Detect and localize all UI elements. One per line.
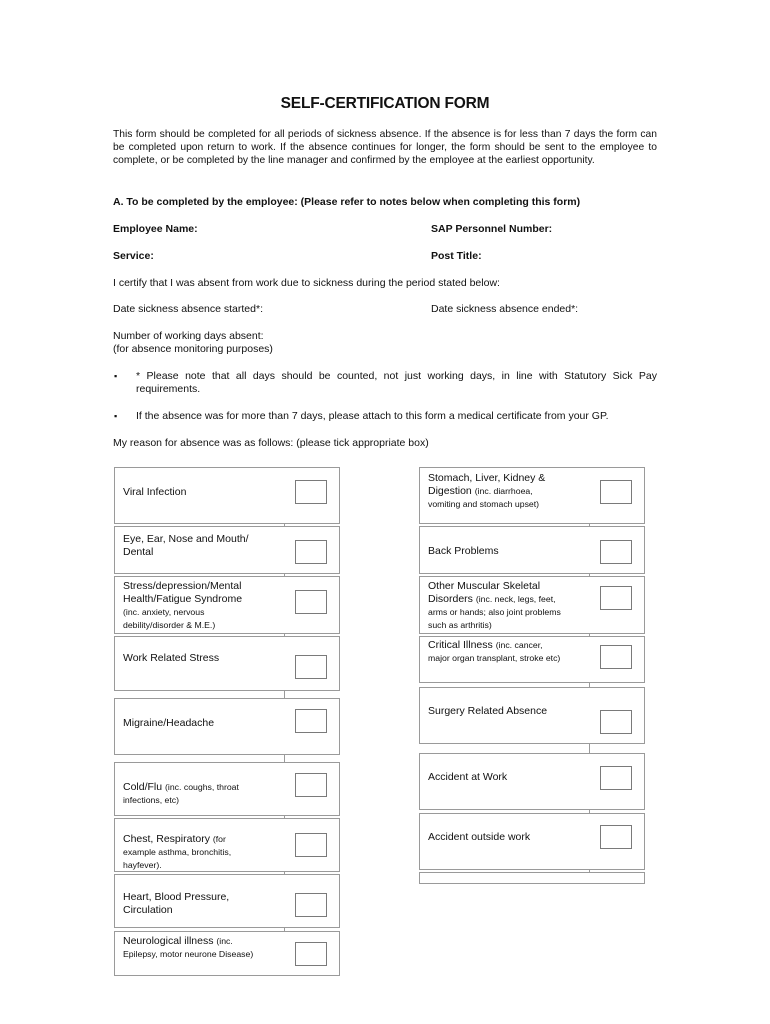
reason-main-text: Heart, Blood Pressure, Circulation: [123, 891, 230, 916]
tick-box[interactable]: [295, 709, 327, 733]
tick-box[interactable]: [295, 540, 327, 564]
reason-sub-text: (inc. Epilepsy, motor neurone Disease): [123, 936, 254, 959]
bullet-note-2: If the absence was for more than 7 days, please attach to this form a medical certificate from your GP.: [136, 410, 609, 422]
reason-option-right-7: [419, 813, 645, 870]
tick-box[interactable]: [295, 655, 327, 679]
reason-option-left-7: [114, 818, 340, 872]
reason-prompt: My reason for absence was as follows: (please tick appropriate box): [113, 437, 429, 449]
sap-number-label: SAP Personnel Number:: [431, 223, 553, 235]
reason-main-text: Accident outside work: [428, 831, 531, 843]
reason-option-left-2: [114, 526, 340, 574]
bullet-note-1: * Please note that all days should be counted, not just working days, in line with Statutory Sick Pay requirements.: [136, 370, 657, 395]
reason-main-text: Other Muscular Skeletal Disorders: [428, 580, 541, 605]
reason-sub-text: (inc. anxiety, nervous debility/disorder & M.E.): [123, 607, 216, 630]
reason-option-left-5: [114, 698, 340, 755]
reason-label: [428, 639, 566, 665]
reason-option-left-1: [114, 467, 340, 524]
reason-option-right-5: [419, 687, 645, 744]
reason-option-left-6: [114, 762, 340, 816]
box-connector: [284, 816, 285, 818]
tick-box[interactable]: [295, 590, 327, 614]
working-days-label: Number of working days absent:: [113, 330, 264, 342]
reason-main-text: Neurological illness: [123, 935, 214, 947]
reason-label: [428, 831, 566, 844]
reason-sub-text: (for example asthma, bronchitis, hayfever).: [123, 834, 232, 870]
intro-paragraph: This form should be completed for all periods of sickness absence. If the absence is for less than 7 days the form can be completed upon return to work. If the absence continues for longer, the form should be sent to the employee to complete, or be completed by the line manager and confirmed by the employee at the earliest opportunity.: [113, 129, 657, 166]
reason-label: [123, 781, 261, 807]
box-connector: [284, 755, 285, 762]
box-connector: [589, 634, 590, 636]
tick-box[interactable]: [295, 942, 327, 966]
tick-box[interactable]: [600, 710, 632, 734]
reason-option-right-3: [419, 576, 645, 634]
tick-box[interactable]: [295, 773, 327, 797]
reason-sub-text: (inc. neck, legs, feet, arms or hands; also joint problems such as arthritis): [428, 594, 561, 630]
box-connector: [284, 574, 285, 576]
reason-option-left-8: [114, 874, 340, 928]
reason-main-text: Surgery Related Absence: [428, 705, 548, 717]
reason-option-right-6: [419, 753, 645, 810]
date-started-label: Date sickness absence started*:: [113, 303, 263, 315]
right-column-footer-strip: [419, 872, 645, 884]
tick-box[interactable]: [295, 893, 327, 917]
reason-main-text: Chest, Respiratory: [123, 833, 210, 845]
tick-box[interactable]: [600, 480, 632, 504]
box-connector: [284, 634, 285, 636]
reason-main-text: Stomach, Liver, Kidney & Digestion: [428, 472, 546, 497]
reason-label: [123, 652, 261, 665]
reason-option-left-3: [114, 576, 340, 634]
post-title-label: Post Title:: [431, 250, 482, 262]
reason-main-text: Migraine/Headache: [123, 717, 215, 729]
box-connector: [589, 810, 590, 813]
reason-main-text: Eye, Ear, Nose and Mouth/ Dental: [123, 533, 249, 558]
tick-box[interactable]: [600, 766, 632, 790]
box-connector: [589, 683, 590, 687]
box-connector: [284, 691, 285, 698]
reason-label: [123, 891, 261, 917]
tick-box[interactable]: [600, 825, 632, 849]
reason-label: [123, 580, 261, 632]
bullet-marker: ▪: [114, 371, 118, 381]
box-connector: [284, 872, 285, 874]
reason-label: [428, 580, 566, 632]
box-connector: [589, 574, 590, 576]
tick-box[interactable]: [600, 586, 632, 610]
working-days-note: (for absence monitoring purposes): [113, 343, 273, 355]
reason-label: [428, 472, 566, 511]
bullet-marker: ▪: [114, 411, 118, 421]
form-title: SELF-CERTIFICATION FORM: [280, 95, 490, 112]
certify-statement: I certify that I was absent from work due to sickness during the period stated below:: [113, 277, 500, 289]
reason-main-text: Critical Illness: [428, 639, 493, 651]
reason-main-text: Cold/Flu: [123, 781, 163, 793]
reason-main-text: Back Problems: [428, 545, 499, 557]
section-a-heading: A. To be completed by the employee: (Please refer to notes below when completing this form): [113, 196, 581, 208]
date-ended-label: Date sickness absence ended*:: [431, 303, 579, 315]
employee-name-label: Employee Name:: [113, 223, 198, 235]
reason-label: [123, 833, 261, 872]
reason-option-right-4: [419, 636, 645, 683]
reason-option-left-9: [114, 931, 340, 976]
reason-label: [123, 717, 261, 730]
service-label: Service:: [113, 250, 154, 262]
tick-box[interactable]: [295, 480, 327, 504]
reason-label: [123, 486, 261, 499]
reason-sub-text: (inc. cancer, major organ transplant, stroke etc): [428, 640, 561, 663]
reason-main-text: Work Related Stress: [123, 652, 220, 664]
reason-option-left-4: [114, 636, 340, 691]
box-connector: [589, 524, 590, 526]
box-connector: [589, 744, 590, 753]
reason-label: [428, 771, 566, 784]
reason-label: [123, 533, 261, 559]
reason-option-right-2: [419, 526, 645, 574]
reason-main-text: Stress/depression/Mental Health/Fatigue Syndrome: [123, 580, 243, 605]
reason-option-right-1: [419, 467, 645, 524]
reason-label: [428, 705, 566, 718]
reason-main-text: Accident at Work: [428, 771, 508, 783]
box-connector: [284, 524, 285, 526]
box-connector: [284, 928, 285, 931]
reason-sub-text: (inc. coughs, throat infections, etc): [123, 782, 239, 805]
tick-box[interactable]: [600, 645, 632, 669]
reason-main-text: Viral Infection: [123, 486, 187, 498]
reason-label: [428, 545, 566, 558]
reason-sub-text: (inc. diarrhoea, vomiting and stomach upset): [428, 486, 540, 509]
tick-box[interactable]: [600, 540, 632, 564]
tick-box[interactable]: [295, 833, 327, 857]
reason-label: [123, 935, 261, 961]
